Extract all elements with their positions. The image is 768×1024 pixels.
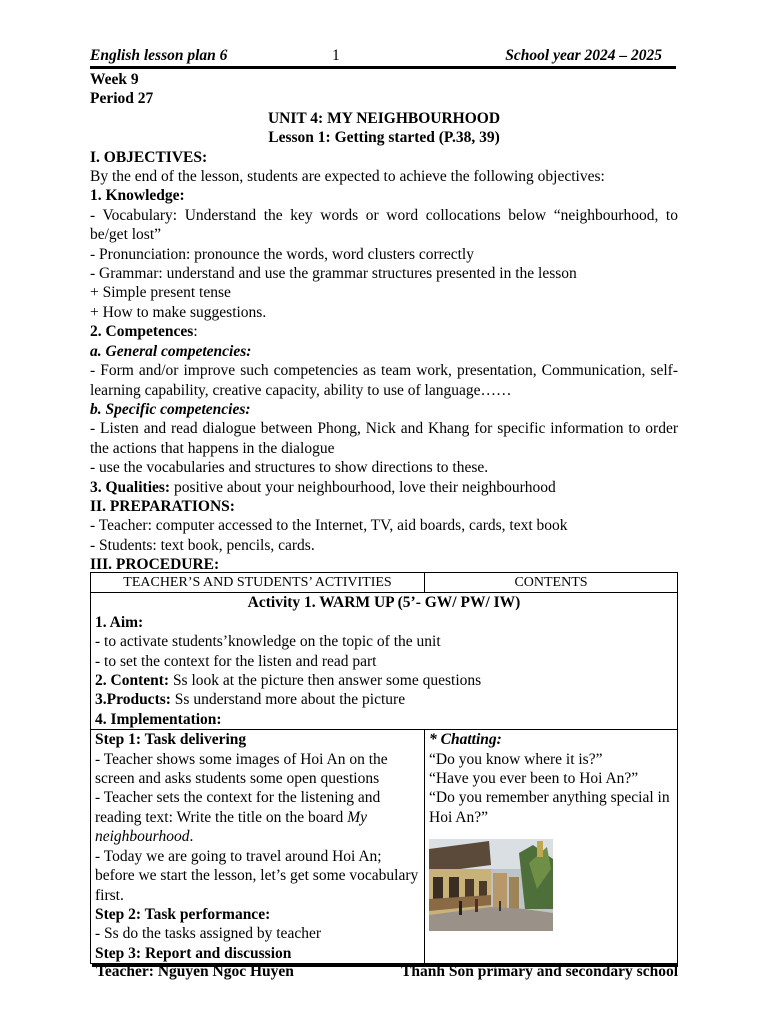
header-rule (90, 66, 676, 69)
qualities-line (90, 478, 678, 497)
competences-colon: : (193, 323, 198, 341)
column-header-contents: CONTENTS (425, 573, 678, 593)
lesson-body (90, 70, 678, 575)
general-competencies-text: - Form and/or improve such competencies as team work, presentation, Communication, self-learning capability, creative capacity, ability to use of language…… (90, 362, 678, 399)
step1-text-b-main: - Teacher sets the context for the listening and reading text: Write the title on the board (95, 789, 381, 826)
qualities-label: 3. Qualities: (90, 478, 171, 496)
question-item: “Do you know where it is?” (429, 750, 603, 768)
products-line (95, 690, 673, 709)
footer-teacher: Teacher: Nguyen Ngoc Huyen (96, 963, 294, 980)
knowledge-item: + Simple present tense (90, 284, 231, 302)
question-item: “Have you ever been to Hoi An?” (429, 770, 639, 788)
activity-overview-cell (91, 593, 678, 730)
preparations-teacher: - Teacher: computer accessed to the Internet, TV, aid boards, cards, text book (90, 517, 568, 535)
hoi-an-street-photo-graphic (429, 839, 553, 931)
unit-title: UNIT 4: MY NEIGHBOURHOOD (267, 109, 501, 127)
step1-text-c: - Today we are going to travel around Hoi An; before we start the lesson, let’s get some vocabulary first. (95, 847, 419, 904)
knowledge-item: + How to make suggestions. (90, 303, 267, 321)
competences-label: 2. Competences (90, 323, 194, 341)
products-label: 3.Products: (95, 691, 171, 709)
step1-text-b-title: My neighbourhood (95, 808, 367, 846)
products-text: Ss understand more about the picture (170, 691, 406, 709)
step1-heading: Step 1: Task delivering (95, 731, 247, 749)
footer-school: Thanh Son primary and secondary school (401, 963, 678, 980)
chatting-heading: * Chatting: (429, 731, 502, 749)
aim-item: - to set the context for the listen and read part (95, 652, 377, 670)
content-label: 2. Content: (95, 672, 170, 690)
specific-competencies-text-2: - use the vocabularies and structures to show directions to these. (90, 459, 489, 477)
activities-cell (91, 730, 425, 964)
header-school-year: School year 2024 – 2025 (505, 47, 662, 64)
hoi-an-street-photo (429, 839, 553, 931)
preparations-heading: II. PREPARATIONS: (90, 497, 235, 515)
specific-competencies-heading: b. Specific competencies: (90, 400, 251, 418)
specific-competencies-text: - Listen and read dialogue between Phong, Nick and Khang for specific information to order the actions that happens in the dialogue (90, 420, 678, 457)
activity-overview-row (91, 593, 678, 730)
activity-title: Activity 1. WARM UP (5’- GW/ PW/ IW) (247, 594, 521, 612)
procedure-table (90, 572, 678, 964)
preparations-students: - Students: text book, pencils, cards. (90, 536, 315, 554)
knowledge-item: - Vocabulary: Understand the key words or word collocations below “neighbourhood, to be/get lost” (90, 206, 678, 244)
step3-heading: Step 3: Report and discussion (95, 944, 292, 962)
qualities-text: positive about your neighbourhood, love their neighbourhood (170, 478, 556, 496)
general-competencies-heading: a. General competencies: (90, 342, 252, 360)
knowledge-item: - Grammar: understand and use the grammar structures presented in the lesson (90, 265, 577, 283)
knowledge-item: - Pronunciation: pronounce the words, word clusters correctly (90, 245, 474, 263)
step1-text-a: - Teacher shows some images of Hoi An on the screen and asks students some open questions (95, 750, 388, 788)
knowledge-heading: 1. Knowledge: (90, 187, 185, 205)
step1-text-b (95, 788, 420, 846)
question-item: “Do you remember anything special in Hoi An?” (429, 789, 670, 826)
page-header (90, 47, 678, 67)
objectives-intro: By the end of the lesson, students are expected to achieve the following objectives: (90, 168, 605, 186)
competences-heading (90, 322, 678, 341)
content-line (95, 671, 673, 690)
procedure-heading: III. PROCEDURE: (90, 556, 220, 574)
header-title: English lesson plan 6 (90, 47, 228, 64)
contents-cell (425, 730, 678, 964)
step2-text: - Ss do the tasks assigned by teacher (95, 925, 321, 943)
content-text: Ss look at the picture then answer some questions (169, 672, 482, 690)
lesson-title: Lesson 1: Getting started (P.38, 39) (268, 129, 500, 147)
implementation-row (91, 730, 678, 964)
implementation-heading: 4. Implementation: (95, 710, 222, 728)
table-header-row (91, 573, 678, 593)
page-number: 1 (332, 47, 340, 64)
aim-heading: 1. Aim: (95, 613, 144, 631)
step2-heading: Step 2: Task performance: (95, 905, 271, 923)
period-label: Period 27 (90, 90, 154, 108)
step1-text-b-end: . (189, 828, 194, 846)
aim-item: - to activate students’knowledge on the topic of the unit (95, 633, 441, 651)
column-header-activities: TEACHER’S AND STUDENTS’ ACTIVITIES (91, 573, 425, 593)
objectives-heading: I. OBJECTIVES: (90, 148, 208, 166)
week-label: Week 9 (90, 71, 139, 88)
